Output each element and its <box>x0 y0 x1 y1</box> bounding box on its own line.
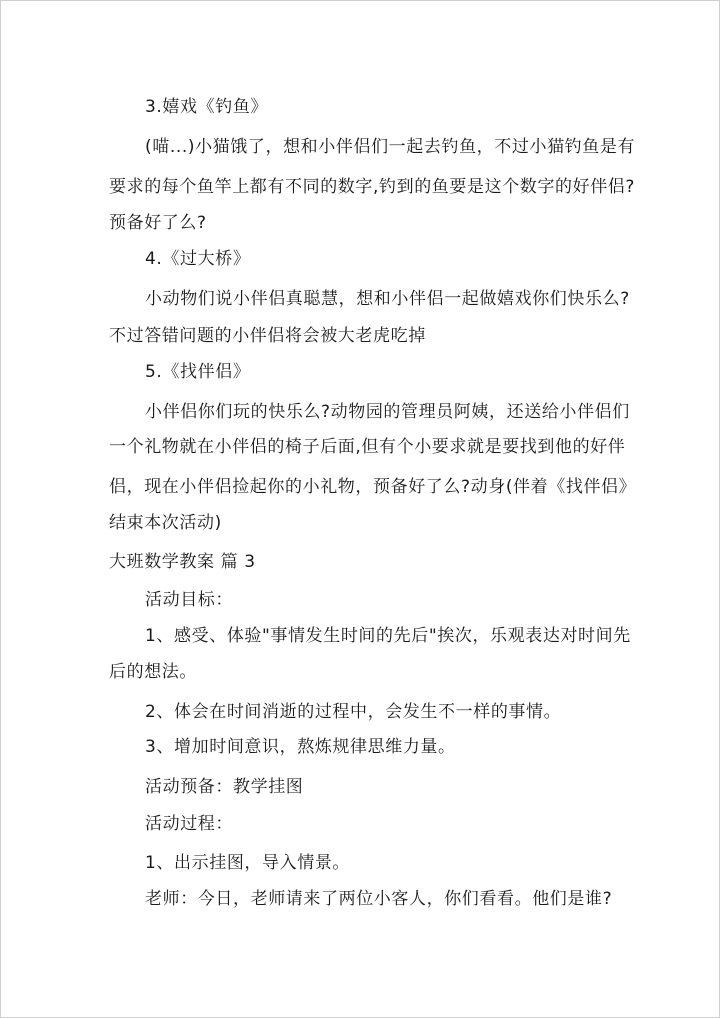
paragraph-line: 不过答错问题的小伴侣将会被大老虎吃掉 <box>109 326 426 346</box>
section-heading-cross-bridge: 4.《过大桥》 <box>145 249 251 269</box>
paragraph-line: (喵...)小猫饿了，想和小伴侣们一起去钓鱼，不过小猫钓鱼是有 <box>145 137 636 157</box>
section-heading-fishing-game: 3.嬉戏《钓鱼》 <box>145 97 269 117</box>
teacher-dialogue: 老师：今日，老师请来了两位小客人，你们看看。他们是谁? <box>145 889 613 909</box>
list-item-2: 2、体会在时间消逝的过程中，会发生不一样的事情。 <box>145 702 562 722</box>
activity-process-label: 活动过程： <box>145 814 233 834</box>
section-heading-find-partner: 5.《找伴侣》 <box>145 362 251 382</box>
section-title-lesson-plan-3: 大班数学教案 篇 3 <box>109 552 256 572</box>
paragraph-line: 结束本次活动) <box>109 513 222 533</box>
activity-goals-label: 活动目标： <box>145 590 233 610</box>
list-item-1-continued: 后的想法。 <box>109 662 197 682</box>
paragraph-line: 要求的每个鱼竿上都有不同的数字,钓到的鱼要是这个数字的好伴侣? <box>109 177 636 197</box>
list-item-3: 3、增加时间意识，熬炼规律思维力量。 <box>145 737 456 757</box>
list-item-1: 1、感受、体验"事情发生时间的先后"挨次，乐观表达对时间先 <box>145 626 631 646</box>
paragraph-line: 预备好了么? <box>109 213 207 233</box>
paragraph-line: 小伴侣你们玩的快乐么?动物园的管理员阿姨，还送给小伴侣们 <box>145 402 630 422</box>
process-step-1: 1、出示挂图，导入情景。 <box>145 853 351 873</box>
paragraph-line: 一个礼物就在小伴侣的椅子后面,但有个小要求就是要找到他的好伴 <box>109 437 626 457</box>
paragraph-line: 小动物们说小伴侣真聪慧，想和小伴侣一起做嬉戏你们快乐么? <box>145 289 630 309</box>
activity-preparation-label: 活动预备：教学挂图 <box>145 777 304 797</box>
paragraph-line: 侣，现在小伴侣捡起你的小礼物，预备好了么?动身(伴着《找伴侣》 <box>109 477 637 497</box>
